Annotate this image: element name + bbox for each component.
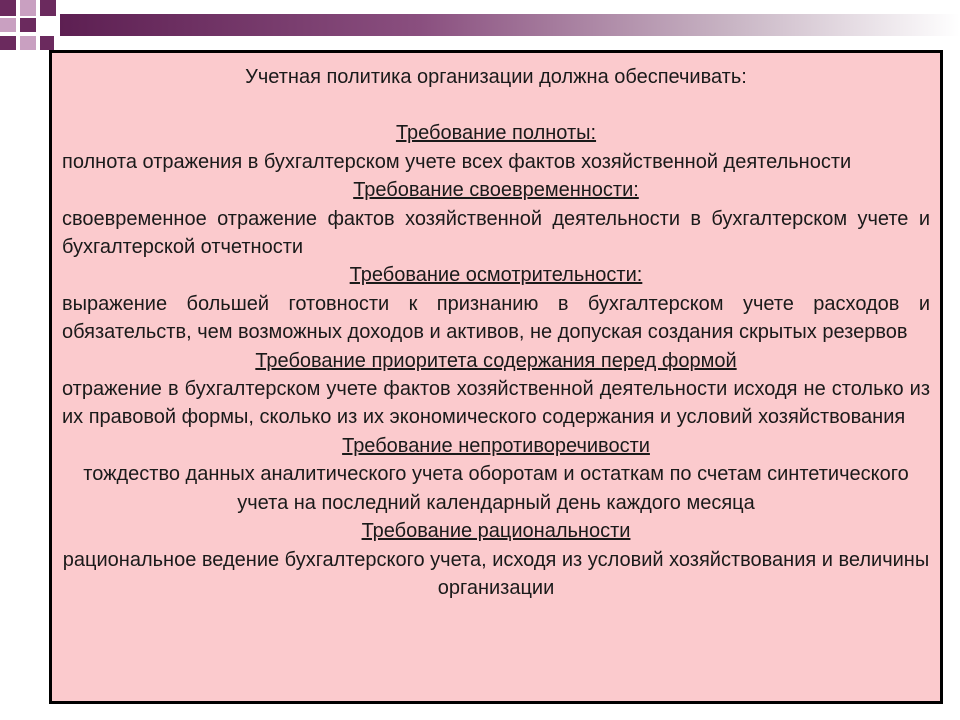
section-title-consistency: Требование непротиворечивости xyxy=(342,434,650,457)
spacer xyxy=(62,91,930,119)
section-text-substance-over-form: отражение в бухгалтерском учете фактов хозяйственной деятельности исходя не столько из их правовой формы, сколько из их экономического содержания и условий хозяйствования xyxy=(62,378,930,429)
section-text-rationality: рациональное ведение бухгалтерского учета, исходя из условий хозяйствования и величины организации xyxy=(62,548,930,599)
decor-square xyxy=(20,36,36,50)
decor-square xyxy=(0,18,16,32)
section-title-prudence: Требование осмотрительности: xyxy=(349,264,643,287)
decor-square xyxy=(0,0,16,16)
section-text-prudence: выражение большей готовности к признанию в бухгалтерском учете расходов и обязательств, чем возможных доходов и активов, не допуская создания скрытых резервов xyxy=(62,292,930,344)
section-title-timeliness: Требование своевременности: xyxy=(353,179,639,202)
decor-square xyxy=(0,36,16,50)
section-title-rationality: Требование рациональности xyxy=(361,520,631,543)
decor-square xyxy=(20,18,36,32)
slide-heading: Учетная политика организации должна обеспечивать: xyxy=(245,66,747,88)
section-text-completeness: полнота отражения в бухгалтерском учете всех фактов хозяйственной деятельности xyxy=(62,150,852,173)
section-text-consistency: тождество данных аналитического учета оборотам и остаткам по счетам синтетического учета на последний календарный день каждого месяца xyxy=(83,463,909,514)
section-title-substance-over-form: Требование приоритета содержания перед формой xyxy=(255,349,737,372)
decor-square xyxy=(40,36,54,50)
decor-square xyxy=(20,0,36,16)
content-box xyxy=(49,50,943,704)
decor-square xyxy=(40,0,56,16)
header-gradient-bar xyxy=(60,14,960,36)
content-text xyxy=(62,63,930,602)
section-text-timeliness: своевременное отражение фактов хозяйственной деятельности в бухгалтерском учете и бухгалтерской отчетности xyxy=(62,207,930,259)
section-title-completeness: Требование полноты: xyxy=(395,122,597,145)
